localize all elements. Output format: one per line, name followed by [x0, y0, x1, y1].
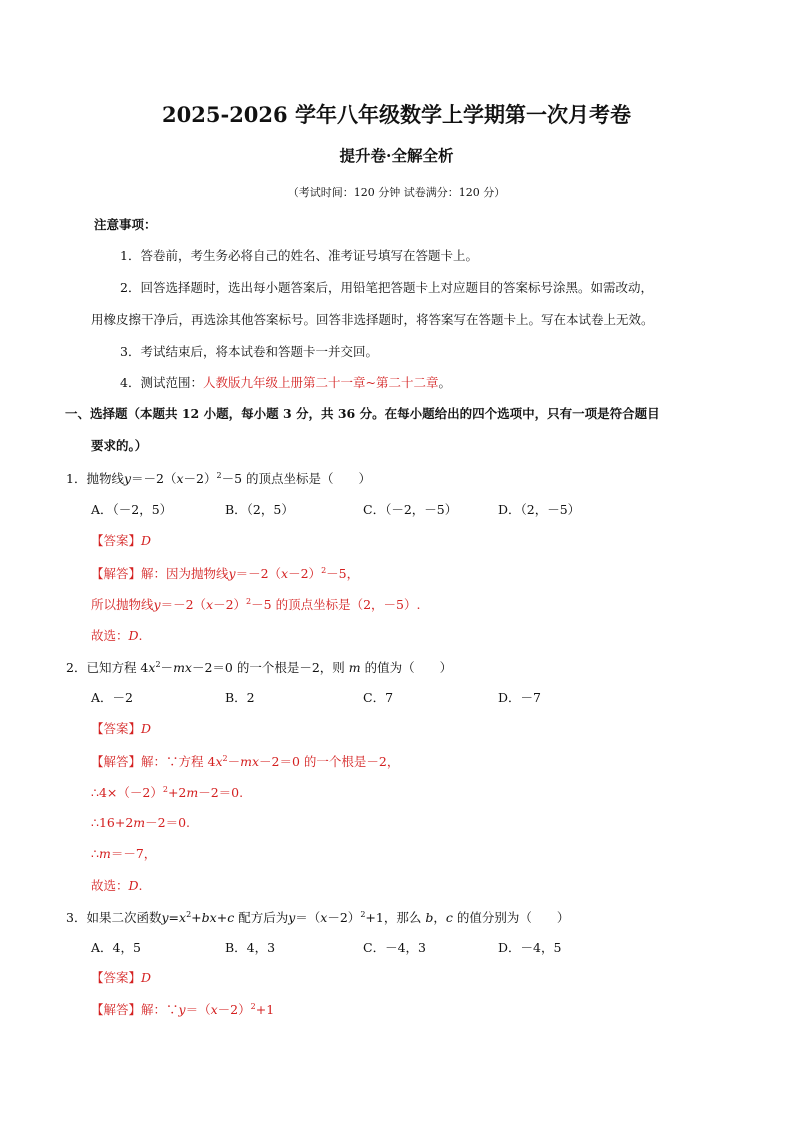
q2-option-d: D．－7 — [498, 690, 541, 705]
note-item-1: 1．答卷前，考生务必将自己的姓名、准考证号填写在答题卡上。 — [120, 248, 478, 263]
section-heading-line2: 要求的。） — [91, 438, 148, 453]
q2-option-c: C．7 — [363, 690, 394, 705]
q2-answer: 【答案】D — [91, 721, 152, 736]
q1-solution-line2: 所以抛物线$y=-2(x-2)^2-5$ 的顶点坐标是（2，－5）. — [91, 597, 421, 612]
note-item-4-suffix: 。 — [438, 375, 451, 390]
question-1-stem: 1．抛物线$y=-2(x-2)^2-5$ 的顶点坐标是（ ） — [66, 471, 372, 486]
question-3-stem: 3．如果二次函数$y=x^2+bx+c$ 配方后为$y=(x-2)^2+1$，那么 b，c 的值分别为（ ） — [66, 910, 570, 925]
question-2-stem: 2．已知方程 $4x^2-mx-2=0$ 的一个根是－2，则 m 的值为（ ） — [66, 660, 453, 675]
note-item-3: 3．考试结束后，将本试卷和答题卡一并交回。 — [120, 344, 378, 359]
q2-solution-line3: ∴16+2m－2＝0. — [91, 815, 191, 830]
q2-solution-line4: ∴m＝－7， — [91, 846, 157, 861]
q1-option-d: D．（2，－5） — [498, 502, 581, 517]
q3-option-c: C．－4，3 — [363, 940, 426, 955]
page-title: 2025-2026 学年八年级数学上学期第一次月考卷 — [162, 102, 631, 127]
q3-option-a: A．4，5 — [91, 940, 141, 955]
q3-option-b: B．4，3 — [225, 940, 276, 955]
test-scope: 人教版九年级上册第二十一章~第二十二章 — [202, 375, 439, 390]
q2-solution-line1: 【解答】解：∵方程 $4x^2-mx-2=0$ 的一个根是－2， — [91, 754, 400, 769]
q2-option-a: A．－2 — [91, 690, 133, 705]
section-heading-line1: 一、选择题（本题共 12 小题，每小题 3 分，共 36 分。在每小题给出的四个选项中，只有一项是符合题目 — [65, 406, 660, 421]
q2-choice: 故选：D. — [91, 878, 143, 893]
notes-heading: 注意事项： — [94, 217, 157, 232]
note-item-2-line2: 用橡皮擦干净后，再选涂其他答案标号。回答非选择题时，将答案写在答题卡上。写在本试卷上无效。 — [91, 312, 654, 327]
exam-info: （考试时间：120 分钟 试卷满分：120 分） — [287, 186, 506, 199]
q2-option-b: B．2 — [225, 690, 255, 705]
note-item-2-line1: 2．回答选择题时，选出每小题答案后，用铅笔把答题卡上对应题目的答案标号涂黑。如需改动， — [120, 280, 653, 295]
q3-solution-line1: 【解答】解：$\because y=(x-2)^2+1$ — [91, 1002, 275, 1017]
q1-option-c: C．（－2，－5） — [363, 502, 458, 517]
q3-answer: 【答案】D — [91, 970, 152, 985]
q1-option-a: A．（－2，5） — [91, 502, 173, 517]
q1-solution-line1: 【解答】解：因为抛物线$y=-2(x-2)^2-5$， — [91, 566, 360, 581]
q3-option-d: D．－4，5 — [498, 940, 562, 955]
page-subtitle: 提升卷·全解全析 — [339, 146, 454, 165]
q1-choice: 故选：D. — [91, 628, 143, 643]
q1-answer: 【答案】D — [91, 533, 152, 548]
note-item-4-prefix: 4．测试范围： — [120, 375, 203, 390]
q2-solution-line2: $\therefore 4\times(-2)^2+2m-2=0$. — [91, 785, 244, 800]
q1-option-b: B．（2，5） — [225, 502, 294, 517]
note-item-4 — [120, 377, 451, 390]
